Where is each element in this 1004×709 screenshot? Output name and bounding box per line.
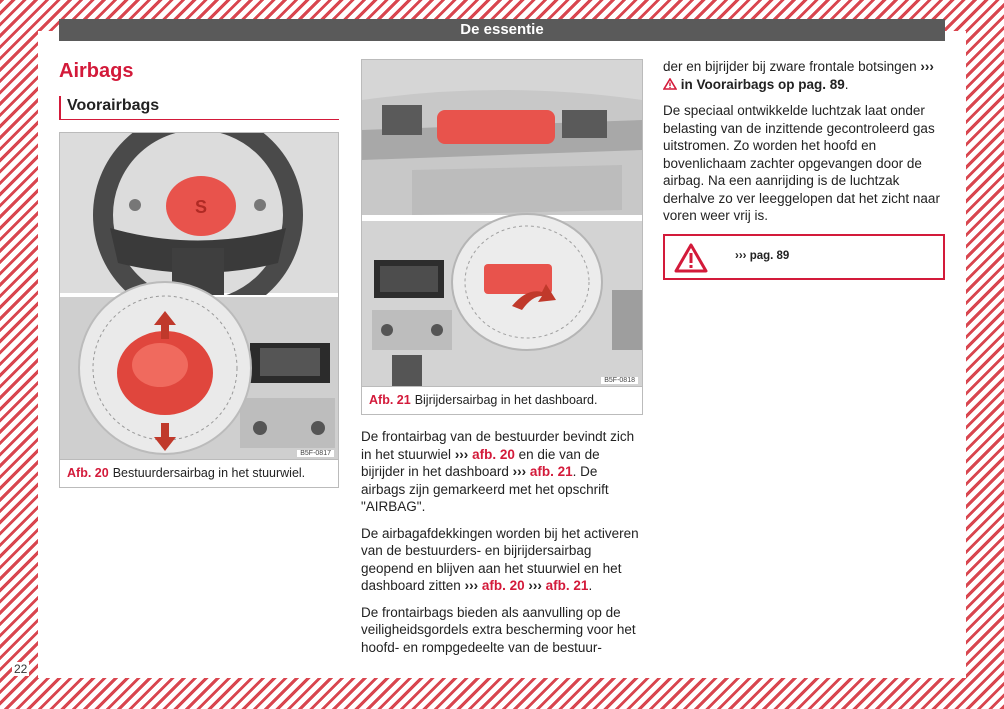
warning-triangle-icon-large (673, 242, 709, 274)
figure-20-code: B5F-0817 (297, 450, 334, 457)
figure-20-caption-text: Bestuurdersairbag in het stuurwiel. (112, 466, 306, 480)
warning-triangle-icon (663, 78, 677, 90)
warning-arrow: ››› (735, 249, 747, 262)
column-right (663, 58, 945, 280)
page-number: 22 (14, 662, 28, 676)
figure-20 (59, 132, 339, 488)
paragraph-2 (361, 525, 643, 595)
p4-text-2: . (844, 76, 849, 92)
p2-text-1: De airbagafdekkingen worden bij het activeren van de bestuurders- en bijrijdersairbag geopend en blijven aan het stuurwiel en het dashboard zitten (361, 525, 639, 593)
p2-text-2: . (588, 578, 593, 593)
svg-text:S: S (194, 197, 208, 217)
figure-21-image (362, 60, 642, 386)
ref-afb-20-b[interactable]: afb. 20 (481, 578, 525, 593)
figure-21-caption (362, 386, 642, 414)
section-subtitle: Voorairbags (59, 96, 339, 120)
column-left (59, 58, 339, 488)
header-title: De essentie (460, 21, 544, 38)
p1-text-3: . De airbags zijn gemarkeerd met het opschrift "AIRBAG". (361, 464, 609, 514)
section-title: Airbags (59, 60, 134, 82)
paragraph-5: De speciaal ontwikkelde luchtzak laat onder belasting van de inzittende gecontroleerd gas uitstromen. Zo worden het hoofd en bovenlichaam zachter opgevangen door de airbag. Na een aanrijding is de luchtzak derhalve zo ver leeggelopen dat het zicht naar voren weer vrij is. (663, 103, 940, 223)
arrow-4: ››› (528, 578, 542, 593)
paragraph-4 (663, 58, 945, 93)
paragraph-3: De frontairbags bieden als aanvulling op de veiligheidsgordels extra bescherming voor het hoofd- en rompgedeelte van de bestuur- (361, 604, 636, 655)
figure-20-caption (60, 459, 338, 487)
warning-text: pag. 89 (749, 249, 790, 262)
figure-21-code: B5F-0818 (601, 377, 638, 384)
p1-text-1: De frontairbag van de bestuurder bevindt zich in het stuurwiel (361, 429, 635, 462)
warning-reference[interactable] (735, 250, 789, 262)
ref-afb-21[interactable]: afb. 21 (529, 464, 573, 479)
header-bar (59, 19, 945, 41)
column-middle (361, 58, 643, 665)
figure-20-image (60, 133, 338, 459)
ref-afb-21-b[interactable]: afb. 21 (545, 578, 589, 593)
figure-21-label: Afb. 21 (369, 393, 411, 407)
warning-box (663, 234, 945, 280)
figure-21 (361, 59, 643, 415)
steering-wheel-illustration (60, 133, 338, 459)
p1-text-2: en die van de bijrijder in het dashboard (361, 446, 600, 479)
figure-20-label: Afb. 20 (67, 466, 109, 480)
link-voorairbags[interactable]: in Voorairbags op pag. 89 (680, 76, 845, 92)
arrow-3: ››› (464, 578, 479, 593)
arrow-5: ››› (920, 59, 934, 74)
figure-21-caption-text: Bijrijdersairbag in het dashboard. (414, 393, 598, 407)
ref-afb-20[interactable]: afb. 20 (472, 446, 515, 462)
p4-text-1: der en bijrijder bij zware frontale botsingen (663, 59, 917, 74)
dashboard-airbag-illustration (362, 60, 642, 386)
arrow-1: ››› (454, 446, 469, 462)
paragraph-1 (361, 428, 643, 516)
arrow-2: ››› (512, 464, 527, 479)
